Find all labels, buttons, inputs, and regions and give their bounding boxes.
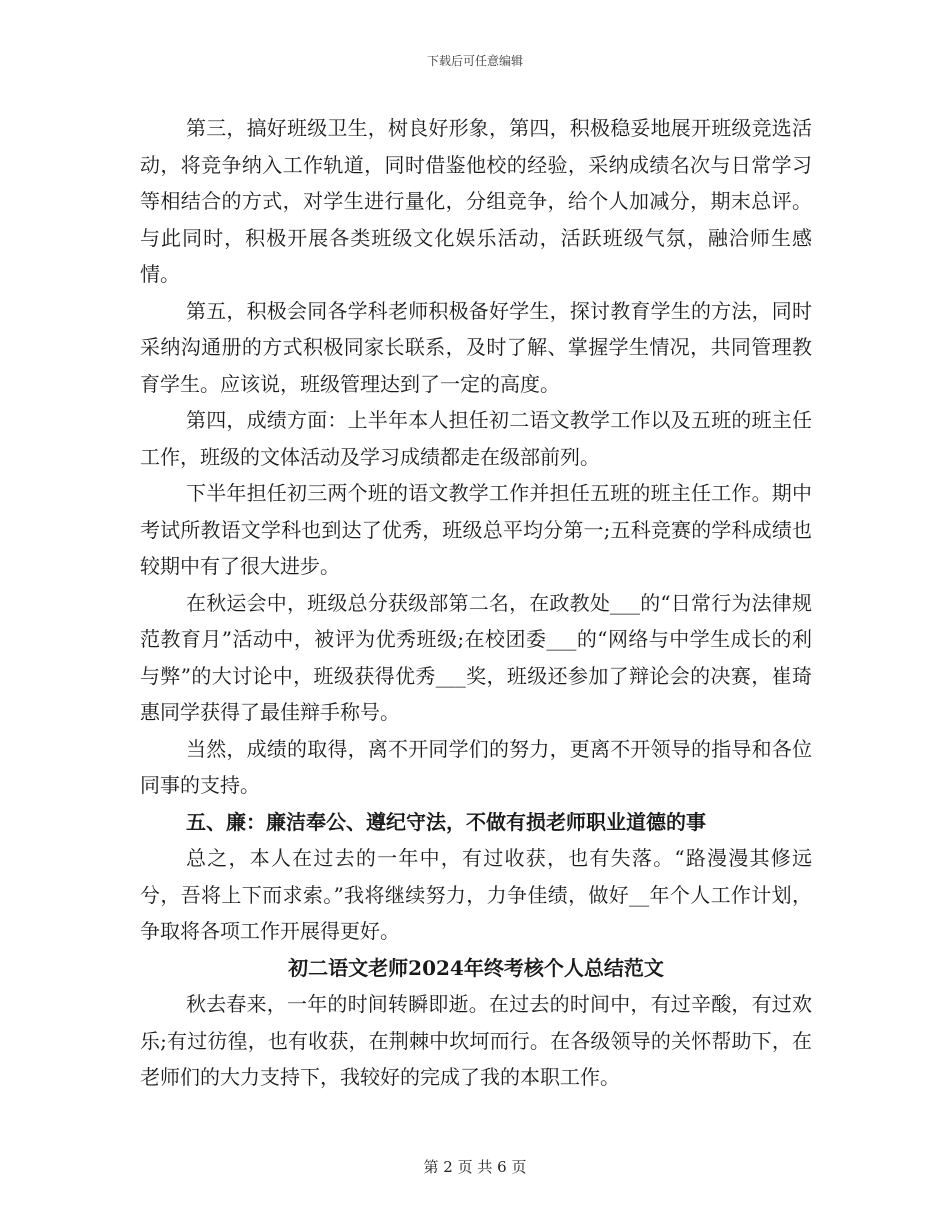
page-header: 下载后可任意编辑 (426, 54, 523, 68)
document-body (140, 110, 812, 1096)
paragraph-second-half: 下半年担任初三两个班的语文教学工作并担任五班的班主任工作。期中考试所教语文学科也到达了优秀，班级总平均分第一;五科竞赛的学科成绩也较期中有了很大进步。 (140, 481, 812, 578)
paragraph-thanks: 当然，成绩的取得，离不开同学们的努力，更离不开领导的指导和各位同事的支持。 (140, 736, 812, 797)
page-footer: 第 2 页 共 6 页 (423, 1158, 527, 1176)
article-title: 初二语文老师2024年终考核个人总结范文 (288, 955, 664, 980)
paragraph-awards: 在秋运会中，班级总分获级部第二名，在政教处___的“日常行为法律规范教育月”活动中，被评为优秀班级;在校团委___的“网络与中学生成长的利与弊”的大讨论中，班级获得优秀___奖，班级还参加了辩论会的决赛，崔琦惠同学获得了最佳辩手称号。 (140, 590, 812, 724)
paragraph-intro: 秋去春来，一年的时间转瞬即逝。在过去的时间中，有过辛酸，有过欢乐;有过彷徨，也有收获，在荆棘中坎坷而行。在各级领导的关怀帮助下，在老师们的大力支持下，我较好的完成了我的本职工作。 (140, 992, 812, 1089)
paragraph-achievements: 第四，成绩方面：上半年本人担任初二语文教学工作以及五班的班主任工作，班级的文体活动及学习成绩都走在级部前列。 (140, 408, 812, 469)
paragraph-hygiene-competition: 第三，搞好班级卫生，树良好形象，第四，积极稳妥地展开班级竞选活动，将竞争纳入工作轨道，同时借鉴他校的经验，采纳成绩名次与日常学习等相结合的方式，对学生进行量化，分组竞争，给个人加减分，期末总评。与此同时，积极开展各类班级文化娱乐活动，活跃班级气氛，融洽师生感情。 (140, 116, 812, 286)
paragraph-parent-contact: 第五，积极会同各学科老师积极备好学生，探讨教育学生的方法，同时采纳沟通册的方式积极同家长联系，及时了解、掌握学生情况，共同管理教育学生。应该说，班级管理达到了一定的高度。 (140, 298, 812, 396)
paragraph-conclusion: 总之，本人在过去的一年中，有过收获，也有失落。“路漫漫其修远兮，吾将上下而求索。”我将继续努力，力争佳绩，做好__年个人工作计划，争取将各项工作开展得更好。 (140, 846, 812, 943)
section-heading: 五、廉：廉洁奉公、遵纪守法，不做有损老师职业道德的事 (186, 809, 706, 834)
